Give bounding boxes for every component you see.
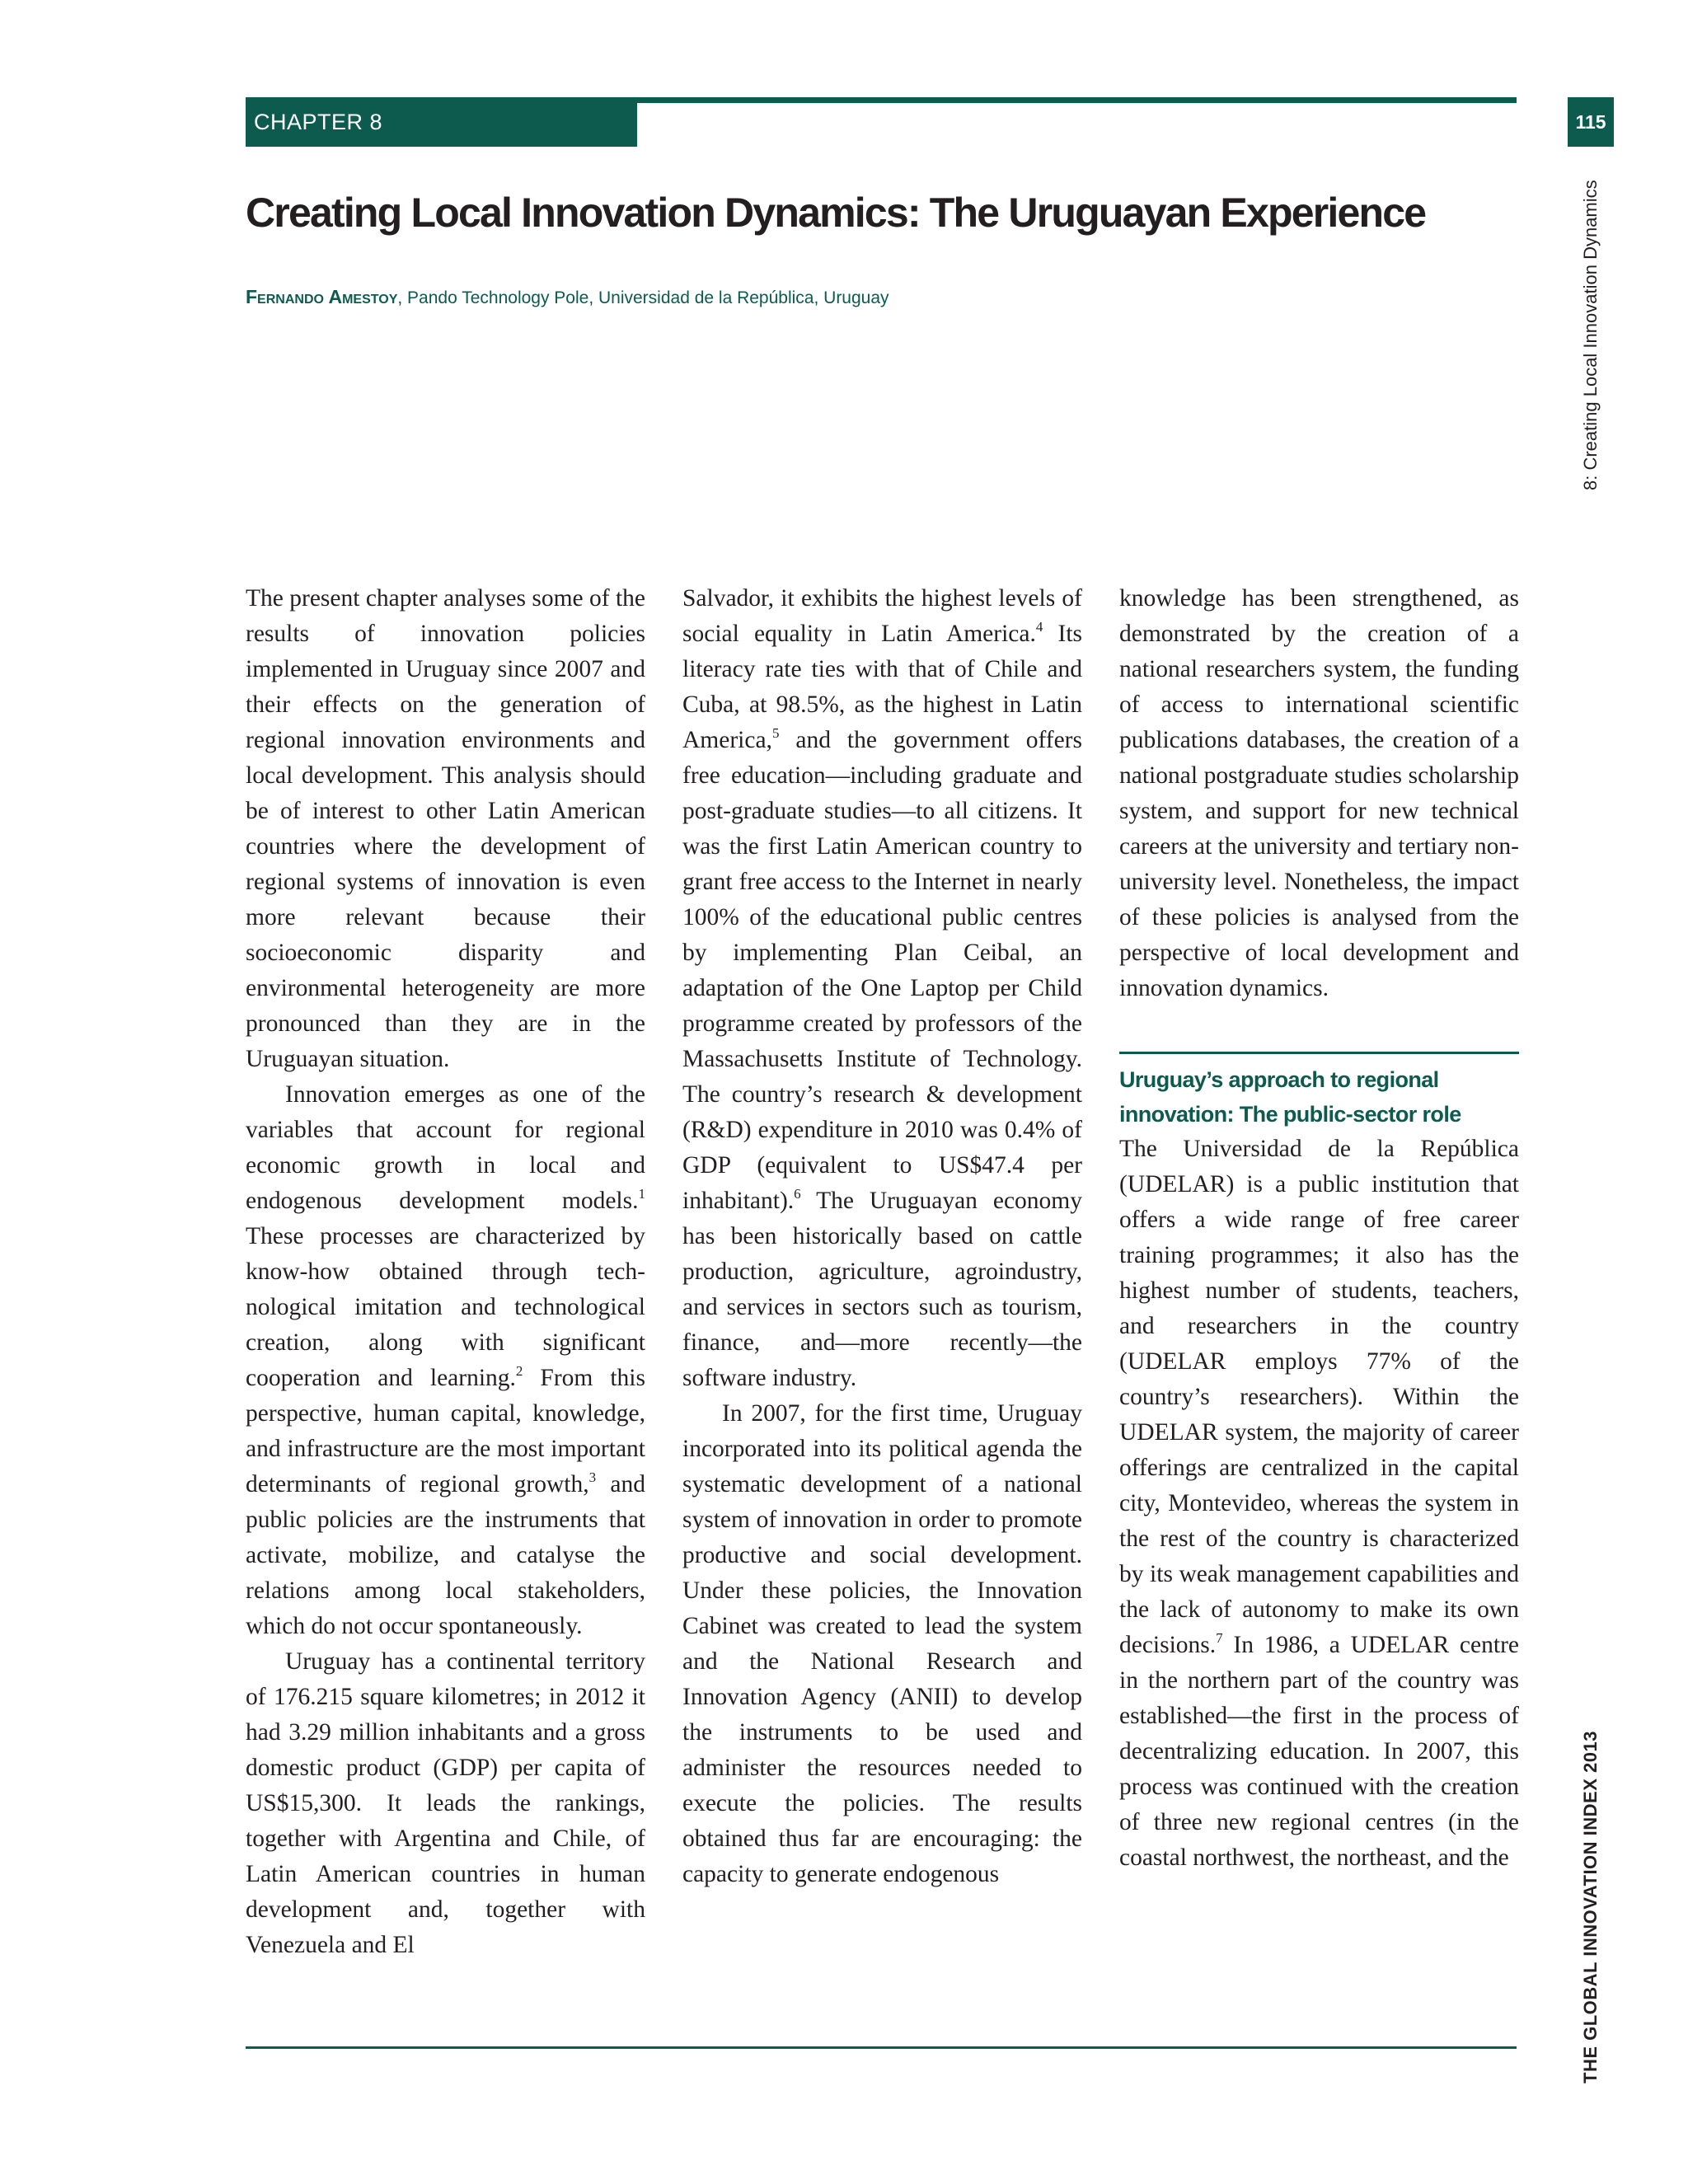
paragraph-text: In 1986, a UDELAR centre in the northern part of the country was established—the first in the process of decentralizing education. In 2007, this process was continued with the creation of three new regional centres (in the coastal northwest, the northeast, and the bbox=[1119, 1632, 1519, 1871]
paragraph-text: From this perspective, human capital, knowledge, and infrastructure are the most important determinants of regional growth, bbox=[246, 1365, 645, 1497]
text-column-3 bbox=[1119, 581, 1519, 1876]
author-line bbox=[246, 286, 1482, 308]
paragraph bbox=[682, 581, 1082, 1396]
footnote-marker[interactable]: 5 bbox=[771, 725, 780, 741]
section-heading-line: innovation: The public-sector role bbox=[1119, 1102, 1461, 1127]
section-heading-line: Uruguay’s approach to regional bbox=[1119, 1067, 1439, 1092]
section-heading bbox=[1119, 1062, 1519, 1132]
footnote-marker[interactable]: 3 bbox=[588, 1469, 597, 1485]
paragraph-text: Its literacy rate ties with that of Chile and Cuba, at 98.5%, as the highest in Latin America, bbox=[682, 621, 1082, 753]
paragraph-text: Salvador, it exhibits the highest levels of social equality in Latin America. bbox=[682, 585, 1082, 647]
chapter-label: CHAPTER 8 bbox=[246, 97, 637, 147]
paragraph bbox=[1119, 1132, 1519, 1876]
article-title: Creating Local Innovation Dynamics: The Uruguayan Experience bbox=[246, 190, 1426, 236]
side-running-title-text: 8: Creating Local Innovation Dynamics bbox=[1580, 180, 1601, 490]
text-column-1 bbox=[246, 581, 645, 1963]
footnote-marker[interactable]: 6 bbox=[794, 1186, 801, 1202]
text-column-2 bbox=[682, 581, 1082, 1892]
paragraph bbox=[246, 1077, 645, 1644]
footnote-marker[interactable]: 2 bbox=[515, 1363, 523, 1379]
author-affiliation: , Pando Technology Pole, Universidad de la República, Uruguay bbox=[397, 288, 889, 307]
paragraph: The present chapter analyses some of the results of innovation policies implemented in Uruguay since 2007 and their effects on the generation of regional innovation environments and local development. This analysis should be of interest to other Latin American countries where the development of regional systems of innovation is even more relevant because their socioeconomic disparity and environmental heterogeneity are more pronounced than they are in the Uruguayan situation. bbox=[246, 585, 645, 1072]
paragraph: Uruguay has a continental territory of 176.215 square kilometres; in 2012 it had 3.29 million inhabitants and a gross domestic product (GDP) per capita of US$15,300. It leads the rankings, together with Argentina and Chile, of Latin American countries in human development and, together with Venezuela and El bbox=[246, 1648, 645, 1958]
header-bar bbox=[246, 97, 1517, 147]
paragraph: knowledge has been strengthened, as demonstrated by the creation of a national researchers system, the funding of access to international scientific publications databases, the creation of a national postgraduate studies scholarship system, and support for new technical careers at the university and tertiary non-university level. Nonetheless, the impact of these policies is analysed from the perspective of local development and innovation dynamics. bbox=[1119, 585, 1519, 1001]
paragraph-text: and the government offers free education—including graduate and post-graduate studies—to all citizens. It was the first Latin American country to grant free access to the Internet in nearly 100% of the educational public centres by implementing Plan Ceibal, an adaptation of the One Laptop per Child programme created by professors of the Massachusetts Institute of Technology. The country’s research & development (R&D) expenditure in 2010 was 0.4% of GDP (equivalent to US$47.4 per inhabitant). bbox=[682, 727, 1082, 1214]
section-rule bbox=[1119, 1052, 1519, 1054]
footnote-marker[interactable]: 4 bbox=[1035, 619, 1043, 635]
footnote-marker[interactable]: 1 bbox=[638, 1186, 645, 1202]
paragraph-text: The Uruguayan economy has been historically based on cattle production, agriculture, agroindustry, and services in sectors such as tourism, finance, and—more recently—the software industry. bbox=[682, 1188, 1082, 1391]
footnote-marker[interactable]: 7 bbox=[1216, 1630, 1223, 1646]
paragraph-text: The Universidad de la República (UDELAR) is a public institution that offers a wide range of free career training programmes; it also has the highest number of students, teachers, and researchers in the country (UDELAR employs 77% of the country’s researchers). Within the UDELAR system, the majority of career offerings are centralized in the capital city, Montevideo, whereas the system in the rest of the country is characterized by its weak management capabilities and the lack of autonomy to make its own decisions. bbox=[1119, 1136, 1519, 1658]
paragraph-text: and public policies are the instruments that activate, mobilize, and catalyse the relations among local stakeholders, which do not occur spontaneously. bbox=[246, 1471, 646, 1639]
author-name: Fernando Amestoy bbox=[246, 286, 398, 307]
paragraph-text: Innovation emerges as one of the variables that account for regional economic growth in local and endogenous development models. bbox=[246, 1081, 645, 1214]
page-number: 115 bbox=[1568, 97, 1614, 147]
paragraph-text: These processes are characterized by know-how obtained through technological imitation and technological creation, along with significant cooperation and learning. bbox=[246, 1223, 645, 1391]
side-publication-title-text: THE GLOBAL INNOVATION INDEX 2013 bbox=[1580, 1731, 1601, 2083]
footer-rule bbox=[246, 2046, 1517, 2049]
paragraph: In 2007, for the first time, Uruguay incorporated into its political agenda the systematic development of a national system of innovation in order to promote productive and social development. Under these policies, the Innovation Cabinet was created to lead the system and the National Research and Innovation Agency (ANII) to develop the instruments to be used and administer the resources needed to execute the policies. The results obtained thus far are encouraging: the capacity to generate endogenous bbox=[682, 1400, 1082, 1887]
